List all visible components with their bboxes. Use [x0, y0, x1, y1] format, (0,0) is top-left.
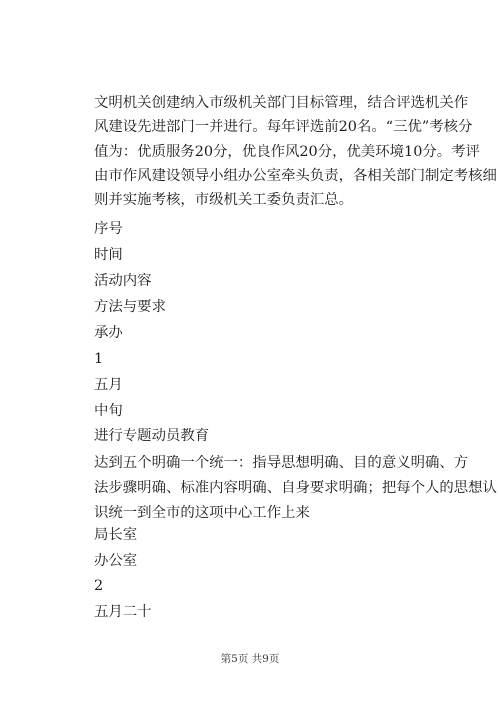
row1-organizer-b: 办公室: [94, 553, 138, 569]
page-footer: 第5页 共9页: [220, 653, 280, 665]
row1-month: 五月: [94, 377, 123, 393]
row1-method: [94, 451, 497, 526]
table-header-organizer: 承办: [94, 325, 123, 341]
row1-organizer-a: 局长室: [94, 527, 138, 543]
paragraph-line: 风建设先进部门一并进行。每年评选前20名。“三优”考核分: [94, 119, 473, 136]
table-header-no: 序号: [94, 221, 123, 237]
row2-number: 2: [94, 578, 104, 594]
paragraph-line: 由市作风建设领导小组办公室牵头负责，各相关部门制定考核细: [94, 167, 497, 184]
row1-number: 1: [94, 351, 104, 367]
table-header-method: 方法与要求: [94, 299, 166, 315]
method-line: 法步骤明确、标准内容明确、自身要求明确；把每个人的思想认: [94, 480, 497, 496]
method-line: 达到五个明确一个统一：指导思想明确、目的意义明确、方: [94, 455, 469, 471]
paragraph-line: 值为：优质服务20分，优良作风20分，优美环境10分。考评: [94, 143, 480, 160]
body-paragraph: [94, 91, 497, 212]
table-header-time: 时间: [94, 247, 123, 263]
table-header-content: 活动内容: [94, 273, 152, 289]
row1-period: 中旬: [94, 403, 123, 419]
paragraph-line: 文明机关创建纳入市级机关部门目标管理，结合评选机关作: [94, 95, 469, 111]
row1-content: 进行专题动员教育: [94, 428, 210, 444]
paragraph-line: 则并实施考核，市级机关工委负责汇总。: [94, 192, 354, 209]
row2-month: 五月二十: [94, 604, 152, 620]
method-line: 识统一到全市的这项中心工作上来: [94, 505, 310, 521]
